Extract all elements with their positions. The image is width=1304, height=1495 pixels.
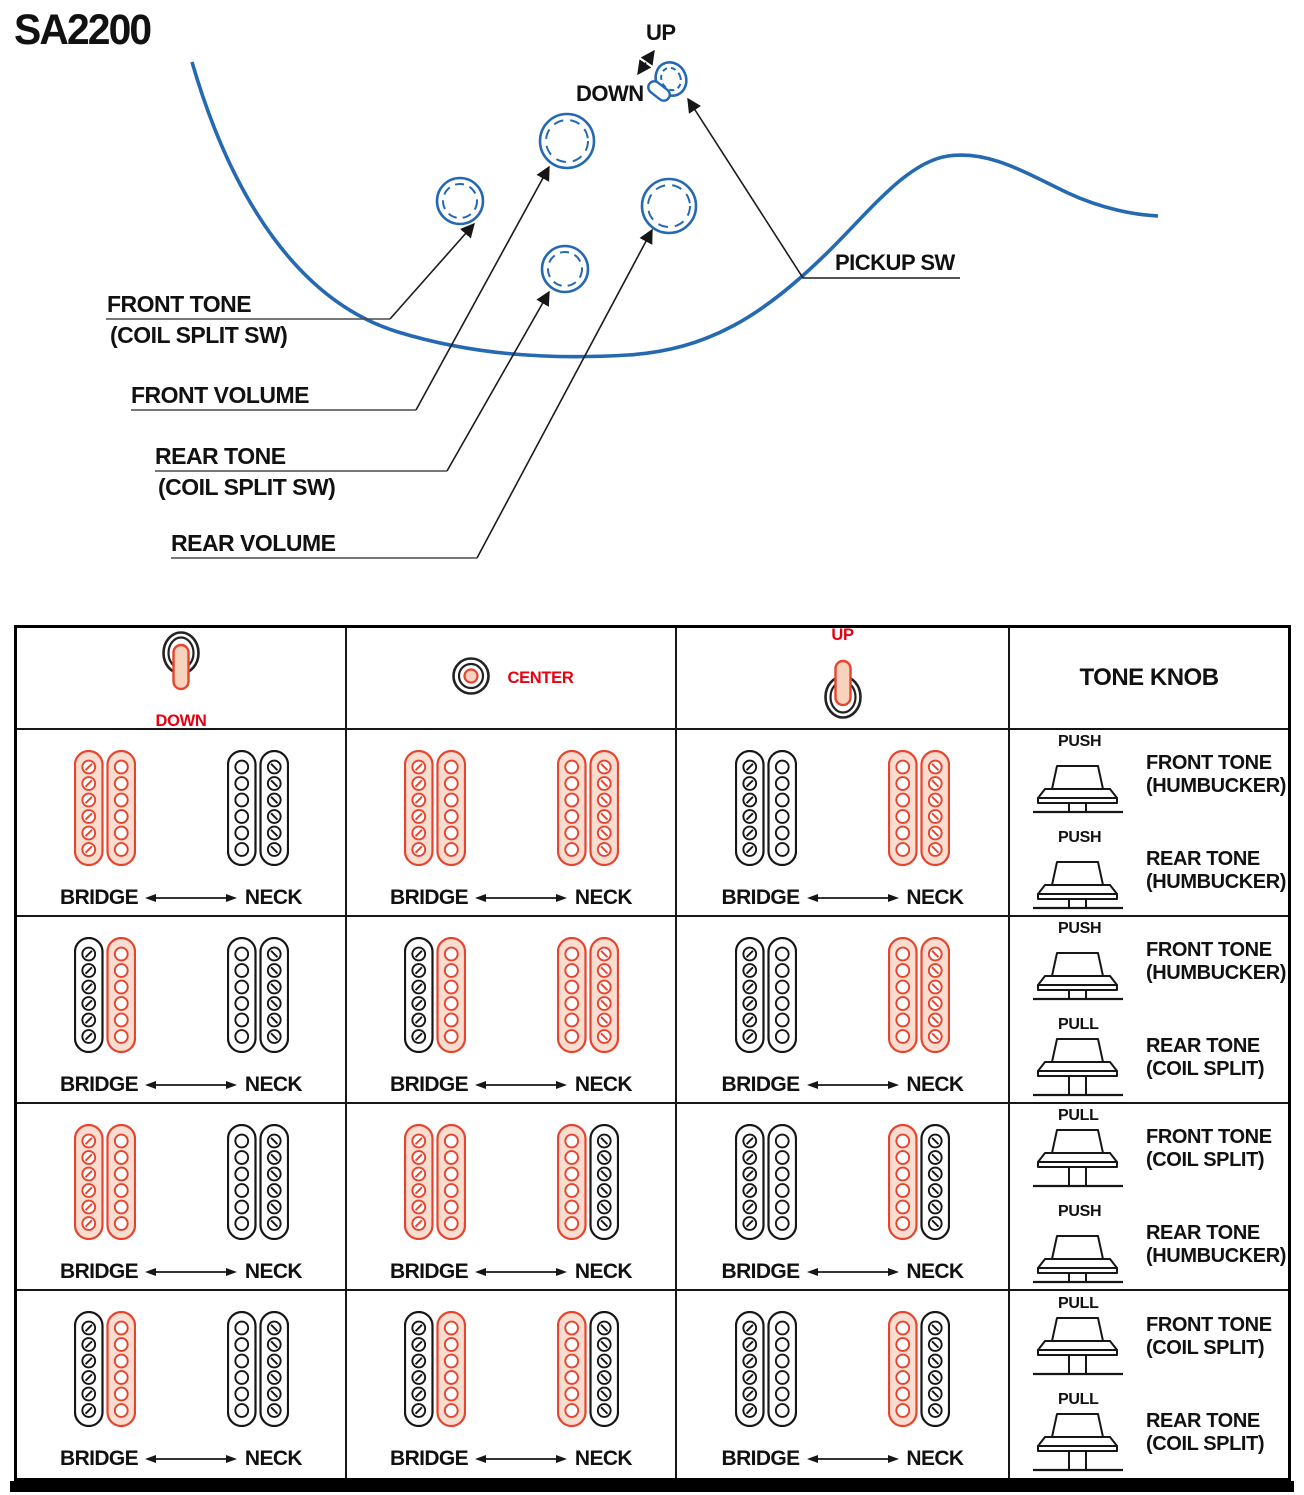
- tone-knob-icon: [1032, 848, 1124, 912]
- pickup-cell-r3-down: [17, 1104, 347, 1291]
- rear-volume-knob: [642, 179, 696, 233]
- pickup-sw-label: PICKUP SW: [835, 250, 955, 275]
- pickup-pair: [404, 1311, 619, 1427]
- tone-knob-cell-r2: [1010, 917, 1288, 1104]
- front-tone-label: FRONT TONE: [107, 291, 252, 317]
- pickup-cell-r1-up: [677, 730, 1010, 917]
- header-switch-up: [677, 628, 1010, 730]
- bridge-humbucker: [74, 750, 136, 866]
- neck-label: NECK: [244, 886, 302, 909]
- bridge-humbucker: [404, 1311, 466, 1427]
- header-up-label: UP: [831, 628, 854, 644]
- neck-humbucker: [227, 1124, 289, 1240]
- tone-knob-cell-r1: [1010, 730, 1288, 917]
- tone-knob-description: REAR TONE (HUMBUCKER): [1146, 1221, 1287, 1267]
- front-tone-leader: [390, 224, 474, 319]
- switch-up-label: UP: [646, 20, 676, 45]
- tone-knob-figure: [1032, 733, 1128, 816]
- bridge-neck-row: [390, 1073, 632, 1097]
- tone-knob-entry: [1032, 920, 1288, 1003]
- bridge-label: BRIDGE: [60, 1073, 139, 1096]
- pickup-pair: [735, 1311, 950, 1427]
- pickup-pair: [74, 1311, 289, 1427]
- bridge-neck-arrow: [143, 1266, 239, 1278]
- pickup-switch-icon: [646, 57, 692, 103]
- bridge-neck-arrow: [805, 1453, 901, 1465]
- pickup-pair: [404, 750, 619, 866]
- bridge-neck-arrow: [805, 1266, 901, 1278]
- tone-knob-figure: [1032, 829, 1128, 912]
- bottom-rule: [10, 1481, 1294, 1492]
- neck-humbucker: [557, 937, 619, 1053]
- bridge-neck-row: [722, 1260, 964, 1284]
- pickup-cell-r3-up: [677, 1104, 1010, 1291]
- tone-knob-header-label: TONE KNOB: [1079, 664, 1219, 691]
- tone-knob-icon: [1032, 1314, 1124, 1378]
- bridge-neck-row: [722, 886, 964, 910]
- pickup-cell-r1-down: [17, 730, 347, 917]
- tone-knob-description: FRONT TONE (HUMBUCKER): [1146, 751, 1287, 797]
- tone-knob-entry: [1032, 1203, 1288, 1286]
- bridge-humbucker: [735, 750, 797, 866]
- pickup-cell-r2-up: [677, 917, 1010, 1104]
- neck-label: NECK: [906, 1447, 964, 1470]
- bridge-label: BRIDGE: [60, 886, 139, 909]
- bridge-neck-arrow: [473, 892, 569, 904]
- control-knobs: [437, 114, 696, 292]
- bridge-neck-row: [722, 1073, 964, 1097]
- header-center-label: CENTER: [507, 668, 574, 687]
- tone-knob-description: REAR TONE (HUMBUCKER): [1146, 847, 1287, 893]
- bridge-neck-arrow: [473, 1266, 569, 1278]
- pickup-pair: [404, 1124, 619, 1240]
- tone-knob-icon: [1032, 1222, 1124, 1286]
- knob-action-label: PULL: [1058, 1391, 1099, 1408]
- pickup-cell-r2-down: [17, 917, 347, 1104]
- bridge-neck-row: [60, 886, 302, 910]
- tone-knob-icon: [1032, 1035, 1124, 1099]
- bridge-humbucker: [74, 1124, 136, 1240]
- model-title: SA2200: [14, 6, 151, 54]
- bridge-label: BRIDGE: [390, 1260, 469, 1283]
- bridge-neck-row: [60, 1073, 302, 1097]
- knob-action-label: PUSH: [1058, 733, 1102, 750]
- tone-knob-entry: [1032, 733, 1288, 816]
- tone-knob-figure: [1032, 1107, 1128, 1190]
- pickup-pair: [74, 937, 289, 1053]
- bridge-neck-row: [60, 1260, 302, 1284]
- tone-knob-icon: [1032, 939, 1124, 1003]
- header-switch-center: [347, 628, 677, 730]
- tone-knob-entry: [1032, 1391, 1288, 1474]
- rear-tone-label: REAR TONE: [155, 443, 286, 469]
- tone-knob-cell-r4: [1010, 1291, 1288, 1478]
- front-tone-sublabel: (COIL SPLIT SW): [110, 322, 288, 348]
- bridge-humbucker: [735, 937, 797, 1053]
- tone-knob-icon: [1032, 1410, 1124, 1474]
- neck-label: NECK: [574, 1073, 632, 1096]
- toggle-switch-up-icon: [814, 648, 872, 731]
- bridge-label: BRIDGE: [390, 1073, 469, 1096]
- bridge-humbucker: [735, 1124, 797, 1240]
- knob-action-label: PULL: [1058, 1016, 1099, 1033]
- knob-action-label: PUSH: [1058, 920, 1102, 937]
- knob-action-label: PULL: [1058, 1107, 1099, 1124]
- bridge-label: BRIDGE: [721, 1447, 800, 1470]
- tone-knob-icon: [1032, 1126, 1124, 1190]
- tone-knob-entry: [1032, 1107, 1288, 1190]
- neck-label: NECK: [574, 1447, 632, 1470]
- bridge-humbucker: [404, 937, 466, 1053]
- tone-knob-entry: [1032, 1016, 1288, 1099]
- tone-knob-entry: [1032, 829, 1288, 912]
- bridge-humbucker: [735, 1311, 797, 1427]
- bridge-neck-row: [60, 1447, 302, 1471]
- neck-humbucker: [557, 750, 619, 866]
- pickup-cell-r4-down: [17, 1291, 347, 1478]
- rear-tone-sublabel: (COIL SPLIT SW): [158, 474, 336, 500]
- tone-knob-description: REAR TONE (COIL SPLIT): [1146, 1034, 1265, 1080]
- neck-label: NECK: [244, 1447, 302, 1470]
- tone-knob-figure: [1032, 1203, 1128, 1286]
- bridge-label: BRIDGE: [60, 1447, 139, 1470]
- neck-label: NECK: [906, 1260, 964, 1283]
- neck-humbucker: [888, 750, 950, 866]
- knob-action-label: PUSH: [1058, 829, 1102, 846]
- front-volume-label: FRONT VOLUME: [131, 382, 309, 408]
- tone-knob-figure: [1032, 1295, 1128, 1378]
- toggle-switch-down-icon: [152, 628, 210, 709]
- switch-direction-arrow: [638, 51, 654, 74]
- header-tone-knob: [1010, 628, 1288, 730]
- neck-label: NECK: [906, 886, 964, 909]
- pickup-selector-table: [14, 625, 1291, 1481]
- neck-humbucker: [227, 937, 289, 1053]
- bridge-label: BRIDGE: [721, 1260, 800, 1283]
- bridge-neck-arrow: [143, 1453, 239, 1465]
- rear-volume-label: REAR VOLUME: [171, 530, 336, 556]
- bridge-neck-arrow: [805, 1079, 901, 1091]
- tone-knob-figure: [1032, 1391, 1128, 1474]
- label-underlines: [106, 319, 477, 558]
- pickup-pair: [735, 937, 950, 1053]
- bridge-label: BRIDGE: [721, 886, 800, 909]
- pickup-pair: [735, 1124, 950, 1240]
- bridge-neck-arrow: [805, 892, 901, 904]
- pickup-cell-r1-center: [347, 730, 677, 917]
- tone-knob-description: FRONT TONE (HUMBUCKER): [1146, 938, 1287, 984]
- rear-tone-leader: [447, 292, 549, 471]
- pickup-cell-r2-center: [347, 917, 677, 1104]
- neck-humbucker: [227, 1311, 289, 1427]
- tone-knob-cell-r3: [1010, 1104, 1288, 1291]
- neck-humbucker: [888, 937, 950, 1053]
- neck-humbucker: [888, 1311, 950, 1427]
- tone-knob-figure: [1032, 920, 1128, 1003]
- neck-humbucker: [557, 1311, 619, 1427]
- bridge-neck-row: [390, 1260, 632, 1284]
- neck-label: NECK: [906, 1073, 964, 1096]
- bridge-humbucker: [404, 750, 466, 866]
- knob-action-label: PUSH: [1058, 1203, 1102, 1220]
- bridge-label: BRIDGE: [721, 1073, 800, 1096]
- bridge-humbucker: [74, 937, 136, 1053]
- neck-humbucker: [557, 1124, 619, 1240]
- pickup-cell-r4-center: [347, 1291, 677, 1478]
- neck-humbucker: [227, 750, 289, 866]
- leader-lines: [390, 51, 960, 558]
- bridge-neck-row: [722, 1447, 964, 1471]
- tone-knob-description: FRONT TONE (COIL SPLIT): [1146, 1313, 1272, 1359]
- header-down-label: DOWN: [155, 711, 207, 730]
- pickup-pair: [74, 1124, 289, 1240]
- header-switch-down: [17, 628, 347, 730]
- bridge-neck-arrow: [473, 1453, 569, 1465]
- bridge-humbucker: [74, 1311, 136, 1427]
- bridge-label: BRIDGE: [390, 1447, 469, 1470]
- pickup-pair: [735, 750, 950, 866]
- pickup-cell-r3-center: [347, 1104, 677, 1291]
- neck-label: NECK: [574, 886, 632, 909]
- pickup-pair: [404, 937, 619, 1053]
- neck-label: NECK: [574, 1260, 632, 1283]
- toggle-switch-center-icon: [448, 653, 494, 704]
- bridge-neck-row: [390, 1447, 632, 1471]
- bridge-neck-arrow: [473, 1079, 569, 1091]
- neck-humbucker: [888, 1124, 950, 1240]
- bridge-neck-row: [390, 886, 632, 910]
- knob-action-label: PULL: [1058, 1295, 1099, 1312]
- switch-down-label: DOWN: [576, 81, 644, 106]
- tone-knob-figure: [1032, 1016, 1128, 1099]
- pickup-pair: [74, 750, 289, 866]
- bridge-label: BRIDGE: [390, 886, 469, 909]
- tone-knob-entry: [1032, 1295, 1288, 1378]
- tone-knob-description: FRONT TONE (COIL SPLIT): [1146, 1125, 1272, 1171]
- neck-label: NECK: [244, 1073, 302, 1096]
- neck-label: NECK: [244, 1260, 302, 1283]
- bridge-neck-arrow: [143, 892, 239, 904]
- bridge-neck-arrow: [143, 1079, 239, 1091]
- bridge-humbucker: [404, 1124, 466, 1240]
- pickup-cell-r4-up: [677, 1291, 1010, 1478]
- front-volume-knob: [540, 114, 594, 168]
- tone-knob-description: REAR TONE (COIL SPLIT): [1146, 1409, 1265, 1455]
- bridge-label: BRIDGE: [60, 1260, 139, 1283]
- tone-knob-icon: [1032, 752, 1124, 816]
